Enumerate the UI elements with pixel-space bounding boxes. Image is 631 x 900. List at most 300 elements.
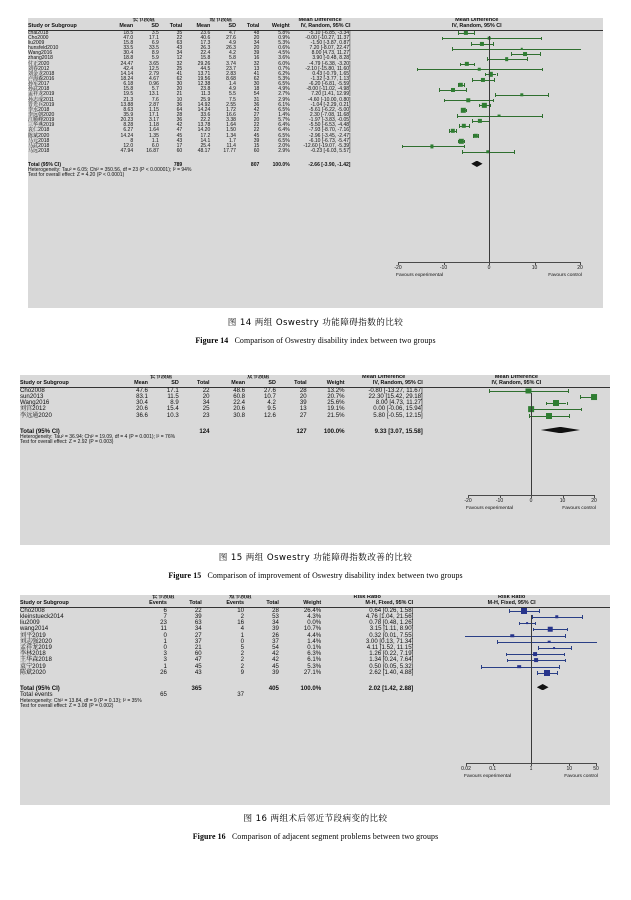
effect-estimate-marker [451, 129, 455, 133]
cell-total-1: 63 [176, 39, 183, 46]
cell-sd-2: 27.6 [263, 386, 276, 394]
cell-mean-1: 13.88 [120, 101, 134, 108]
col-header-events-1: Events [149, 599, 167, 606]
col-header-total-2: Total [266, 599, 279, 606]
cell-total-1: 25 [202, 405, 210, 413]
figure-16-caption-text: Comparison of adjacent segment problems between two groups [231, 832, 439, 841]
cell-total-1: 27 [194, 631, 202, 639]
cell-events-1: 6 [163, 606, 167, 614]
cell-sd-1: 7.6 [151, 96, 159, 103]
cell-mean-2: 15.8 [200, 55, 211, 62]
cell-sd-2: 27.6 [226, 34, 236, 41]
cell-mean-2: 22.4 [200, 50, 211, 57]
effect-estimate-marker [526, 622, 528, 624]
cell-mean-2: 60.8 [233, 392, 246, 400]
confidence-interval-cap [507, 659, 508, 663]
cell-mean-1: 14.24 [120, 132, 134, 139]
cell-sd-1: 16.87 [146, 147, 159, 154]
effect-estimate-marker [461, 108, 465, 112]
cell-weight: 4.9% [278, 86, 290, 93]
study-name: liu2009 [20, 619, 40, 627]
cell-mean-1: 47.0 [123, 34, 134, 41]
effect-estimate-marker [510, 634, 513, 637]
confidence-interval-cap [478, 134, 479, 138]
study-name: 陈斌2020 [28, 132, 50, 139]
cell-total-2: 54 [253, 91, 260, 98]
effect-estimate-marker [548, 627, 553, 632]
effect-estimate-marker [482, 103, 486, 107]
study-name: Wang2016 [28, 50, 53, 57]
confidence-interval-cap [481, 665, 482, 669]
confidence-interval-cap [567, 402, 568, 406]
effect-estimate-marker [505, 57, 509, 61]
study-name: 刘金龙2018 [28, 70, 55, 77]
effect-estimate-marker [473, 134, 477, 138]
effect-header-title: Mean Difference [298, 18, 342, 23]
cell-weight: 2.9% [278, 96, 290, 103]
cell-total-2: 32 [253, 60, 260, 67]
plot-header-title: Mean Difference [455, 18, 499, 23]
cell-weight: 0.1% [307, 643, 322, 651]
cell-total-2: 45 [272, 662, 279, 670]
cell-effect: 1.34 [0.24, 7.64] [369, 656, 414, 664]
cell-total-2: 30 [253, 81, 260, 88]
cell-mean-1: 24.47 [120, 60, 134, 67]
cell-effect: -1.32 [-3.77, 1.13] [310, 75, 351, 82]
cell-total-1: 36 [176, 117, 183, 124]
cell-weight: 1.4% [278, 111, 290, 118]
cell-mean-2: 13.71 [197, 70, 211, 77]
cell-sd-1: 8.9 [151, 50, 159, 57]
cell-events-2: 4 [240, 625, 245, 633]
cell-sd-2: 10.7 [263, 392, 276, 400]
cell-effect: 0.64 [0.26, 1.58] [369, 606, 414, 614]
confidence-interval-cap [509, 609, 510, 613]
cell-effect: 3.00 [0.13, 71.34] [365, 637, 414, 645]
cell-mean-1: 47.94 [120, 147, 134, 154]
cell-total-1: 10 [176, 96, 183, 103]
cell-effect: -0.23 [-6.03, 5.57] [310, 147, 351, 154]
study-name: 王华森2018 [20, 656, 52, 664]
col-header-effect: IV, Random, 95% CI [300, 22, 351, 29]
confidence-interval-cap [497, 73, 498, 77]
cell-total-2: 13 [253, 65, 260, 72]
cell-events-2: 16 [237, 619, 245, 627]
cell-total-2: 39 [253, 137, 260, 144]
effect-estimate-marker [534, 659, 538, 663]
favours-control-label: Favours control [548, 273, 582, 278]
group-header-control: 短节段组 [229, 595, 252, 600]
cell-sd-1: 1.18 [149, 122, 159, 129]
effect-estimate-marker [480, 41, 484, 45]
cell-mean-2: 23.8 [200, 86, 211, 93]
col-header-total-2: Total [246, 22, 260, 29]
cell-effect: 2.62 [1.40, 4.88] [369, 668, 414, 676]
group-header-experimental: 长节段组 [149, 375, 173, 380]
figure-14-label: Figure 14 [195, 336, 229, 345]
study-name: 刘平2019 [20, 631, 46, 639]
cell-sd-2: 12.6 [263, 411, 276, 419]
cell-sd-2: 4.2 [267, 399, 276, 407]
cell-total-2: 20 [253, 117, 260, 124]
cell-weight: 6.5% [278, 137, 290, 144]
group-header-control: 双节段组 [246, 375, 270, 380]
overall-effect-text: Test for overall effect: Z = 2.92 (P = 0.003) [20, 439, 114, 446]
confidence-interval-cap [497, 640, 498, 644]
null-effect-line [531, 615, 532, 763]
cell-mean-2: 23.6 [200, 29, 211, 36]
group-header-experimental: 长节段组 [151, 595, 175, 600]
cell-events-2: 0 [240, 637, 245, 645]
heterogeneity-text: Heterogeneity: Tau² = 36.94; Chi² = 19.09, df = 4 (P = 0.001); I² = 76% [20, 434, 176, 441]
study-name: hunsfeld2010 [28, 45, 59, 52]
effect-estimate-marker [466, 98, 469, 101]
cell-weight: 27.1% [303, 668, 322, 676]
cell-weight: 26.4% [303, 606, 322, 614]
summary-diamond [471, 161, 482, 167]
cell-effect: -2.10 [-15.80, 11.60] [305, 65, 351, 72]
figure-14-caption-en [0, 336, 631, 345]
confidence-interval-cap [444, 99, 445, 103]
cell-effect: 4.11 [1.52, 11.15] [366, 643, 414, 651]
figure-16-caption-cn: 图 16 两组术后邻近节段病变的比较 [243, 814, 388, 824]
cell-sd-2: 5.5 [228, 91, 236, 98]
confidence-interval-cap [514, 150, 515, 154]
cell-effect: -4.79 [-6.38, -3.20] [308, 60, 351, 67]
cell-mean-2: 14.20 [197, 127, 211, 134]
cell-effect: 0.50 [0.05, 5.32] [369, 662, 414, 670]
confidence-interval-cap [457, 114, 458, 118]
cell-total-2: 13 [299, 405, 307, 413]
cell-total-1: 47 [176, 127, 183, 134]
cell-mean-2: 26.3 [200, 45, 211, 52]
effect-header-title: Risk Ratio [353, 595, 381, 600]
cell-total-1: 47 [194, 656, 202, 664]
cell-mean-2: 22.2 [200, 117, 211, 124]
figure-14-plot-area [380, 18, 598, 308]
effect-estimate-marker [520, 93, 523, 96]
forest-plot-figure-16 [20, 595, 610, 805]
confidence-interval-cap [489, 389, 490, 393]
cell-weight: 4.3% [307, 612, 322, 620]
cell-sd-1: 12.5 [149, 65, 159, 72]
study-name: 孟祥龙2019 [28, 91, 55, 98]
cell-total-1: 30 [176, 81, 183, 88]
study-name: 三华燕2019 [28, 122, 55, 129]
cell-effect: 5.80 [-0.55, 12.15] [373, 411, 423, 419]
total-label: Total (95% CI) [20, 685, 60, 693]
cell-weight: 4.5% [278, 50, 290, 57]
col-header-sd-1: SD [151, 22, 159, 29]
cell-mean-2: 13.78 [197, 122, 211, 129]
axis-tick-label: 10 [566, 766, 573, 772]
cell-effect: 7.20 [1.41, 12.99] [311, 91, 351, 98]
cell-weight: 6.5% [278, 132, 290, 139]
cell-total-1: 34 [176, 50, 183, 57]
cell-sd-2: 1.34 [226, 132, 236, 139]
col-header-mean-1: Mean [119, 22, 134, 29]
cell-sd-1: 15.4 [166, 405, 179, 413]
forest-plot-figure-15 [20, 375, 610, 545]
col-header-study: Study or Subgroup [28, 22, 77, 29]
cell-weight: 5.7% [278, 117, 290, 124]
cell-total-2: 22 [253, 122, 260, 129]
effect-estimate-marker [523, 52, 527, 56]
figure-15-caption-en [0, 571, 631, 580]
cell-total-1: 22 [176, 34, 183, 41]
total-weight: 100.0% [323, 427, 345, 435]
cell-total-2: 26 [272, 631, 279, 639]
cell-mean-2: 29.26 [197, 60, 211, 67]
cell-mean-2: 22.4 [233, 399, 246, 407]
cell-total-1: 60 [194, 650, 202, 658]
figure-15-caption-cn: 图 15 两组 Oswestry 功能障碍指数改善的比较 [218, 553, 413, 563]
cell-mean-1: 20.6 [136, 405, 148, 413]
cell-total-2: 37 [272, 637, 279, 645]
cell-mean-1: 30.4 [136, 399, 148, 407]
cell-sd-2: 1.72 [226, 106, 236, 113]
study-name: 孙军2017 [28, 81, 50, 88]
cell-mean-1: 21.3 [123, 96, 134, 103]
effect-estimate-marker [478, 68, 481, 71]
col-header-effect: M-H, Fixed, 95% CI [365, 599, 414, 606]
total-n-2: 127 [296, 427, 307, 435]
confidence-interval-cap [459, 124, 460, 128]
cell-total-1: 64 [176, 106, 183, 113]
cell-mean-2: 44.5 [200, 65, 211, 72]
cell-events-2: 2 [240, 612, 245, 620]
effect-estimate-marker [553, 400, 559, 406]
cell-total-1: 62 [176, 75, 183, 82]
confidence-interval-cap [471, 42, 472, 46]
cell-effect: -5.61 [-6.22, -5.00] [308, 106, 351, 113]
confidence-interval-cap [537, 671, 538, 675]
confidence-interval-cap [539, 609, 540, 613]
cell-sd-1: 3.17 [149, 117, 159, 124]
study-name: 孙武2018 [28, 86, 50, 93]
cell-total-2: 31 [253, 96, 260, 103]
cell-events-1: 0 [163, 631, 167, 639]
cell-mean-1: 42.4 [123, 65, 134, 72]
axis-tick-label: 1 [529, 766, 533, 772]
cell-weight: 6.4% [278, 122, 290, 129]
plot-header-title: Mean Difference [494, 375, 538, 380]
effect-estimate-marker [518, 665, 522, 669]
cell-mean-2: 17.3 [200, 39, 211, 46]
favours-experimental-label: Favours experimental [464, 774, 512, 779]
cell-sd-1: 0.96 [149, 81, 159, 88]
col-header-sd-2: SD [228, 22, 236, 29]
confidence-interval-cap [538, 646, 539, 650]
effect-estimate-marker [430, 145, 433, 148]
effect-estimate-marker [555, 615, 558, 618]
cell-total-1: 23 [202, 411, 210, 419]
study-name: 卢海森2016 [28, 75, 55, 82]
study-name: Cho2000 [28, 34, 49, 41]
confidence-interval-cap [490, 104, 491, 108]
confidence-interval-cap [571, 646, 572, 650]
cell-effect: -0.80 [-13.27, 11.67] [368, 386, 423, 394]
study-name: 李远通2020 [20, 411, 52, 419]
effect-estimate-marker [451, 88, 455, 92]
study-name: wang2014 [20, 625, 49, 633]
cell-sd-2: 16.6 [226, 111, 236, 118]
cell-sd-2: 2.55 [226, 101, 236, 108]
effect-estimate-marker [554, 647, 556, 649]
col-header-total-1: Total [169, 22, 183, 29]
cell-weight: 2.7% [278, 91, 290, 98]
cell-total-2: 28 [272, 606, 279, 614]
cell-total-2: 36 [253, 101, 260, 108]
cell-weight: 1.4% [307, 637, 322, 645]
confidence-interval-cap [466, 109, 467, 113]
confidence-interval-cap [581, 408, 582, 412]
cell-sd-1: 6.0 [151, 142, 159, 149]
total-effect: -2.66 [-3.90, -1.42] [308, 162, 351, 169]
study-name: chai2018 [28, 29, 49, 36]
col-header-effect: IV, Random, 95% CI [372, 379, 423, 386]
cell-effect: -1.50 [-3.87, 0.87] [310, 39, 351, 46]
cell-sd-1: 1.35 [149, 132, 159, 139]
total-n-1: 124 [199, 427, 210, 435]
cell-weight: 6.4% [278, 127, 290, 134]
cell-effect: -2.96 [-3.45, -2.47] [308, 132, 351, 139]
confidence-interval-cap [462, 150, 463, 154]
cell-effect: -1.04 [-2.29, 0.21] [310, 101, 351, 108]
cell-total-1: 22 [194, 606, 202, 614]
cell-sd-2: 8.68 [226, 75, 236, 82]
cell-total-2: 18 [253, 86, 260, 93]
cell-effect: -4.60 [-10.00, 0.80] [307, 96, 351, 103]
cell-mean-1: 36.6 [136, 411, 148, 419]
confidence-interval-cap [569, 414, 570, 418]
cell-sd-2: 23.7 [226, 65, 236, 72]
study-name: 马远2018 [28, 147, 50, 154]
cell-weight: 2.9% [278, 147, 290, 154]
study-name: Cho2008 [20, 606, 45, 614]
cell-sd-1: 8.9 [170, 399, 179, 407]
cell-total-1: 42 [176, 122, 183, 129]
cell-total-1: 39 [194, 612, 202, 620]
cell-weight: 0.0% [307, 619, 322, 627]
cell-total-1: 20 [202, 392, 210, 400]
col-header-weight: Weight [303, 599, 322, 606]
cell-effect: 7.20 [-8.07, 22.47] [309, 45, 351, 52]
study-name: kleinstueck2014 [20, 612, 64, 620]
cell-events-1: 1 [163, 637, 167, 645]
effect-estimate-marker [478, 119, 482, 123]
effect-estimate-marker [546, 413, 552, 419]
cell-mean-1: 33.5 [123, 45, 134, 52]
study-name: 李林2018 [20, 650, 46, 658]
confidence-interval-cap [567, 628, 568, 632]
confidence-interval-cap [464, 83, 465, 87]
cell-sd-2: 11.4 [226, 142, 236, 149]
cell-weight: 2.0% [278, 142, 290, 149]
cell-mean-2: 40.6 [200, 34, 211, 41]
confidence-interval-cap [466, 88, 467, 92]
confidence-interval-cap [452, 47, 453, 51]
total-blank-4 [245, 425, 276, 435]
cell-weight: 20.7% [327, 392, 345, 400]
effect-estimate-marker [521, 47, 523, 49]
cell-total-2: 27 [253, 111, 260, 118]
cell-total-1: 63 [194, 619, 202, 627]
confidence-interval-cap [548, 93, 549, 97]
axis-tick-label: 20 [591, 498, 597, 504]
cell-mean-1: 47.6 [136, 386, 148, 394]
effect-estimate-marker [521, 608, 527, 614]
total-label: Total (95% CI) [28, 162, 61, 169]
cell-total-2: 20 [299, 392, 307, 400]
cell-weight: 21.5% [327, 411, 345, 419]
cell-sd-1: 4.67 [149, 75, 159, 82]
confidence-interval-cap [559, 665, 560, 669]
confidence-interval-cap [464, 145, 465, 149]
figure-16-plot-area [452, 595, 610, 805]
cell-sd-1: 2.79 [149, 70, 159, 77]
cell-sd-1: 10.3 [166, 411, 179, 419]
axis-tick-label: -10 [439, 265, 448, 271]
cell-total-1: 60 [176, 147, 183, 154]
cell-sd-2: 9.5 [267, 405, 276, 413]
cell-total-1: 21 [176, 91, 183, 98]
cell-sd-1: 1.64 [149, 127, 159, 134]
cell-events-1: 7 [163, 612, 167, 620]
confidence-interval-line [531, 409, 581, 410]
total-events-label: Total events [20, 691, 53, 699]
cell-weight: 4.4% [307, 631, 322, 639]
cell-mean-1: 18.8 [123, 55, 134, 62]
axis-tick-label: -20 [464, 498, 472, 504]
cell-effect: -8.00 [-11.02, -4.98] [306, 86, 351, 93]
confidence-interval-cap [474, 63, 475, 67]
total-events-1: 65 [160, 691, 167, 699]
confidence-interval-cap [464, 140, 465, 144]
confidence-interval-cap [541, 37, 542, 41]
cell-weight: 25.6% [327, 399, 345, 407]
cell-total-2: 16 [253, 55, 260, 62]
study-name: 刘志强2020 [20, 637, 52, 645]
axis-tick-label: 10 [531, 265, 538, 271]
study-name: 袁宁2019 [20, 662, 46, 670]
cell-total-1: 41 [176, 70, 183, 77]
confidence-interval-cap [542, 114, 543, 118]
cell-mean-1: 30.4 [123, 50, 134, 57]
cell-total-1: 25 [176, 65, 183, 72]
cell-mean-2: 19.56 [197, 75, 211, 82]
cell-weight: 5.3% [307, 662, 322, 670]
col-header-sd-2: SD [268, 379, 276, 386]
cell-total-2: 28 [299, 386, 307, 394]
cell-events-2: 2 [240, 662, 245, 670]
cell-total-1: 43 [176, 45, 183, 52]
cell-sd-2: 3.74 [226, 60, 236, 67]
group-header-control: 短节段组 [209, 18, 232, 23]
confidence-interval-cap [439, 88, 440, 92]
cell-sd-1: 3.5 [151, 29, 159, 36]
cell-total-2: 42 [272, 656, 279, 664]
cell-effect: -12.60 [-19.07, -5.39] [303, 142, 351, 149]
axis-tick-label: 10 [559, 498, 566, 504]
effect-estimate-marker [498, 114, 501, 117]
confidence-interval-line [402, 146, 464, 147]
cell-events-1: 26 [160, 668, 167, 676]
cell-sd-1: 1.1 [151, 137, 159, 144]
confidence-interval-line [442, 38, 540, 39]
cell-mean-1: 19.5 [123, 91, 134, 98]
cell-effect: 0.78 [0.48, 1.26] [369, 619, 414, 627]
